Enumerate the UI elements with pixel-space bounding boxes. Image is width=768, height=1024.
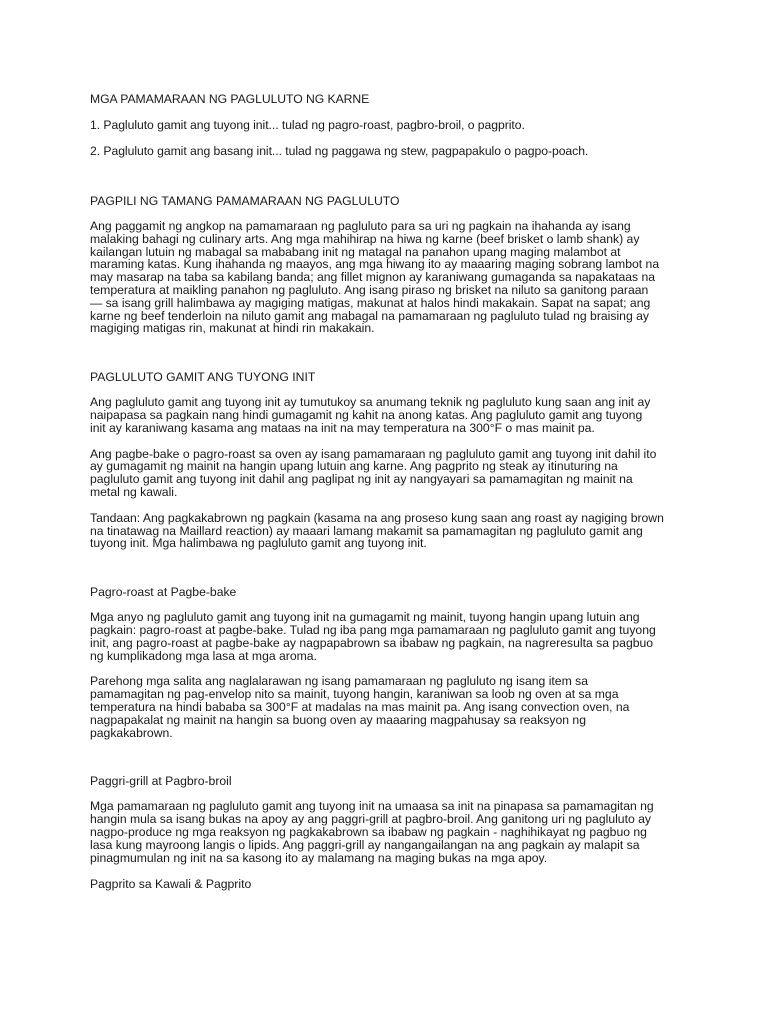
paragraph-pagpili xyxy=(90,220,680,335)
paragraph-roast-bake-2 xyxy=(90,675,680,739)
paragraph-line: Ang pagbe-bake o pagro-roast sa oven ay isang pamamaraan ng pagluluto gamit ang tuyong init dahil ito xyxy=(90,446,657,461)
paragraph-line: Ang pagluluto gamit ang tuyong init ay tumutukoy sa anumang teknik ng pagluluto kung saan ang init ay xyxy=(90,395,651,410)
paragraph-line: malaking bahagi ng culinary arts. Ang mga mahihirap na hiwa ng karne (beef brisket o lamb shank) ay xyxy=(90,231,640,246)
paragraph-line: temperatura at maikling panahon ng pagluluto. Ang isang piraso ng brisket na niluto sa ganitong paraan xyxy=(90,282,649,297)
paragraph-line: init ay karaniwang kasama ang mataas na init na may temperatura na 300°F o mas mainit pa. xyxy=(90,420,595,435)
paragraph-line: pamamagitan ng pag-envelop nito sa mainit, tuyong hangin, karaniwan sa loob ng oven at sa mga xyxy=(90,687,619,702)
document-page xyxy=(90,92,680,903)
paragraph-line: Mga anyo ng pagluluto gamit ang tuyong init na gumagamit ng mainit, tuyong hangin upang lutuin ang xyxy=(90,610,640,625)
paragraph-tuyong-init-1 xyxy=(90,396,680,434)
paragraph-roast-bake-1 xyxy=(90,611,680,662)
paragraph-line: pagluluto gamit ang tuyong init dahil ang paglipat ng init ay nangyayari sa pamamagitan ng mainit na xyxy=(90,472,633,487)
paragraph-line: pagkain: pagro-roast at pagbe-bake. Tulad ng iba pang mga pamamaraan ng pagluluto gamit ang tuyong xyxy=(90,622,656,637)
paragraph-line: metal ng kawali. xyxy=(90,484,178,499)
section-heading-tuyong-init: PAGLULUTO GAMIT ANG TUYONG INIT xyxy=(90,370,316,385)
section-heading-pagpili: PAGPILI NG TAMANG PAMAMARAAN NG PAGLULUTO xyxy=(90,194,400,208)
paragraph-tuyong-init-2 xyxy=(90,448,680,499)
document-title: MGA PAMAMARAAN NG PAGLULUTO NG KARNE xyxy=(90,92,370,106)
paragraph-line: karne ng beef tenderloin na niluto gamit ang mabagal na pamamaraan ng pagluluto tulad ng braising ay xyxy=(90,308,649,323)
paragraph-line: ay gumagamit ng mainit na hangin upang lutuin ang karne. Ang pagprito ng steak ay itinuturing na xyxy=(90,459,618,474)
paragraph-line: init, ang pagro-roast at pagbe-bake ay nagpapabrown sa ibabaw ng pagkain, na nagreresulta sa pagbuo xyxy=(90,635,654,650)
paragraph-line: pagkakabrown. xyxy=(90,725,173,740)
paragraph-line: naipapasa sa pagkain nang hindi gumagamit ng kahit na anong katas. Ang pagluluto gamit ang tuyong xyxy=(90,407,643,422)
paragraph-tandaan xyxy=(90,512,680,550)
intro-item-2: 2. Pagluluto gamit ang basang init... tulad ng paggawa ng stew, pagpapakulo o pagpo-poach. xyxy=(90,144,589,158)
paragraph-line: maraming katas. Kung ihahanda ng maayos, ang mga hiwang ito ay maaaring maging sobrang lambot na xyxy=(90,257,660,272)
paragraph-line: tuyong init. Mga halimbawa ng pagluluto gamit ang tuyong init. xyxy=(90,536,427,551)
paragraph-line: Ang paggamit ng angkop na pamamaraan ng pagluluto para sa uri ng pagkain na ihahanda ay isang xyxy=(90,219,631,233)
intro-item-1: 1. Pagluluto gamit ang tuyong init... tulad ng pagro-roast, pagbro-broil, o pagprito. xyxy=(90,118,525,132)
section-heading-grill-broil: Paggri-grill at Pagbro-broil xyxy=(90,774,232,789)
section-heading-pagprito: Pagprito sa Kawali & Pagprito xyxy=(90,877,252,892)
paragraph-line: hangin mula sa isang bukas na apoy ay ang paggri-grill at pagbro-broil. Ang ganitong uri ng pagluluto ay xyxy=(90,812,651,827)
paragraph-line: nagpapakalat ng mainit na hangin sa buong oven ay maaaring magpahusay sa reaksyon ng xyxy=(90,712,586,727)
paragraph-grill-broil xyxy=(90,800,680,864)
paragraph-line: nagpo-produce ng mga reaksyon ng pagkakabrown sa ibabaw ng pagkain - naghihikayat ng pagbuo ng xyxy=(90,824,647,839)
paragraph-line: ng kumplikadong mga lasa at mga aroma. xyxy=(90,648,317,663)
paragraph-line: pinagmumulan ng init na sa kasong ito ay malamang na maging bukas na mga apoy. xyxy=(90,850,548,865)
paragraph-line: magiging matigas rin, makunat at hindi rin makakain. xyxy=(90,321,375,336)
paragraph-line: kailangan lutuin ng mabagal sa mababang init ng matagal na panahon upang maging malambot at xyxy=(90,244,621,259)
paragraph-line: Parehong mga salita ang naglalarawan ng isang pamamaraan ng pagluluto ng isang item sa xyxy=(90,674,588,689)
paragraph-line: na tinatawag na Maillard reaction) ay maaari lamang makamit sa pamamagitan ng pagluluto gamit ang xyxy=(90,523,643,538)
paragraph-line: — sa isang grill halimbawa ay magiging matigas, makunat at halos hindi makakain. Sapat na sapat; ang xyxy=(90,295,651,310)
paragraph-line: may masarap na taba sa kabilang banda; ang fillet mignon ay karaniwang gumaganda sa napakataas na xyxy=(90,270,656,285)
paragraph-line: Mga pamamaraan ng pagluluto gamit ang tuyong init na umaasa sa init na pinapasa sa pamamagitan ng xyxy=(90,799,654,814)
paragraph-line: Tandaan: Ang pagkakabrown ng pagkain (kasama na ang proseso kung saan ang roast ay nagiging brown xyxy=(90,510,664,525)
section-heading-roast-bake: Pagro-roast at Pagbe-bake xyxy=(90,585,237,600)
paragraph-line: lasa kung mayroong langis o lipids. Ang paggri-grill ay nangangailangan na ang pagkain ay malapit sa xyxy=(90,837,640,852)
paragraph-line: temperatura na hindi bababa sa 300°F at madalas na mas mainit pa. Ang isang convection oven, na xyxy=(90,699,630,714)
